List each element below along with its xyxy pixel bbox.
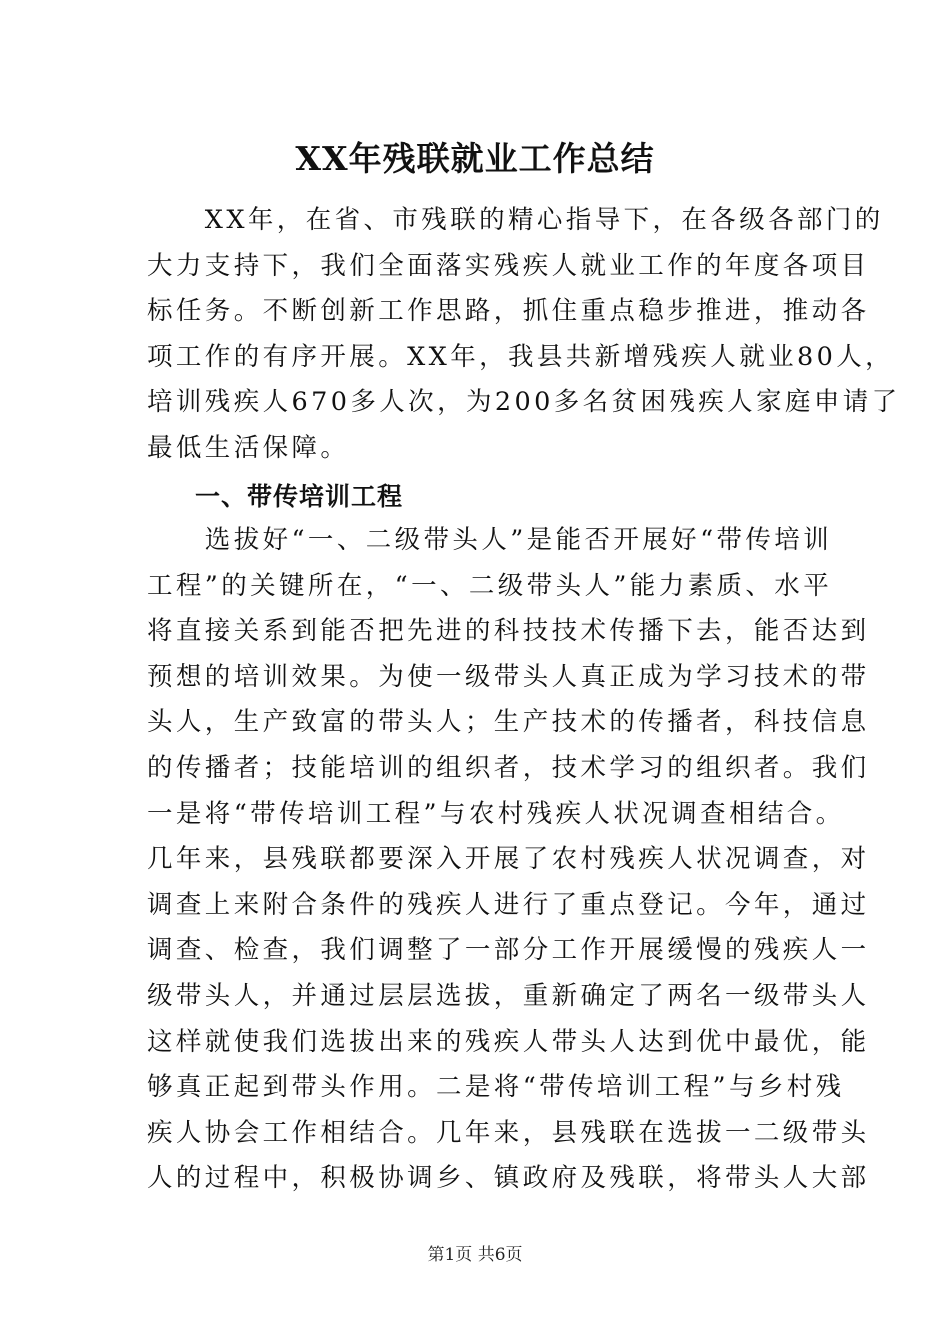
paragraph-line: 的传播者；技能培训的组织者，技术学习的组织者。我们: [147, 752, 870, 783]
paragraph-line: 调查、检查，我们调整了一部分工作开展缓慢的残疾人一: [147, 935, 870, 966]
paragraph-line: 头人，生产致富的带头人；生产技术的传播者，科技信息: [147, 707, 870, 738]
paragraph-section1: [147, 518, 870, 1202]
paragraph-line: XX年，在省、市残联的精心指导下，在各级各部门的: [147, 205, 884, 235]
page-number: 第1页 共6页: [427, 1245, 523, 1265]
paragraph-line: 工程”的关键所在，“一、二级带头人”能力素质、水平: [147, 570, 833, 601]
paragraph-line: 够真正起到带头作用。二是将“带传培训工程”与乡村残: [147, 1072, 845, 1103]
document-title: XX年残联就业工作总结: [295, 139, 655, 178]
paragraph-line: 一是将“带传培训工程”与农村残疾人状况调查相结合。: [147, 798, 845, 829]
paragraph-line: 将直接关系到能否把先进的科技技术传播下去，能否达到: [147, 616, 870, 647]
paragraph-line: 标任务。不断创新工作思路，抓住重点稳步推进，推动各: [147, 296, 870, 327]
paragraph-line: 培训残疾人670多人次，为200多名贫困残疾人家庭申请了: [147, 387, 901, 418]
section-heading: 一、带传培训工程: [195, 482, 404, 511]
paragraph-line: 项工作的有序开展。XX年，我县共新增残疾人就业80人，: [147, 341, 895, 372]
paragraph-line: 最低生活保障。: [147, 432, 350, 463]
paragraph-line: 选拔好“一、二级带头人”是能否开展好“带传培训: [147, 525, 833, 555]
paragraph-line: 大力支持下，我们全面落实残疾人就业工作的年度各项目: [147, 250, 870, 281]
paragraph-line: 调查上来附合条件的残疾人进行了重点登记。今年，通过: [147, 889, 870, 920]
paragraph-line: 疾人协会工作相结合。几年来，县残联在选拔一二级带头: [147, 1117, 870, 1148]
paragraph-intro: [147, 198, 901, 472]
paragraph-line: 预想的培训效果。为使一级带头人真正成为学习技术的带: [147, 661, 870, 692]
paragraph-line: 几年来，县残联都要深入开展了农村残疾人状况调查，对: [147, 844, 870, 875]
paragraph-line: 人的过程中，积极协调乡、镇政府及残联，将带头人大部: [147, 1163, 870, 1194]
paragraph-line: 这样就使我们选拔出来的残疾人带头人达到优中最优，能: [147, 1026, 870, 1057]
paragraph-line: 级带头人，并通过层层选拔，重新确定了两名一级带头人: [147, 980, 870, 1011]
